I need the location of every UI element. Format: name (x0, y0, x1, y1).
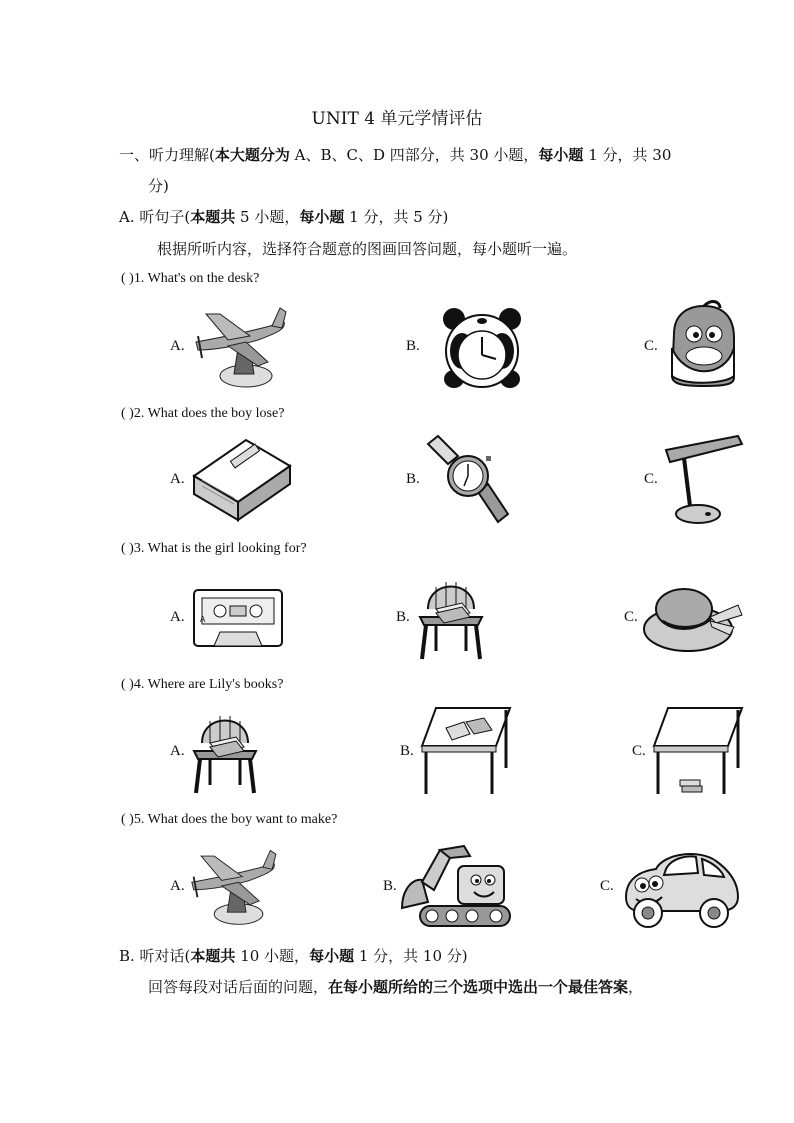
q1-option-c-label: C. (644, 338, 658, 354)
part-b-instruction-rest: ， (628, 978, 644, 996)
q2-option-a-label: A. (170, 471, 185, 487)
question-2: ( )2. What does the boy lose? (121, 406, 285, 421)
cassette-tape-icon[interactable] (192, 588, 284, 648)
part-b-instruction-prefix: 回答每段对话后面的问题， (148, 978, 329, 996)
panda-clock-icon[interactable] (440, 305, 524, 391)
section-heading-bold2: 每小题 (538, 146, 584, 164)
part-b-instruction (148, 976, 643, 997)
section-heading (119, 144, 671, 165)
part-b-rest: 10 小题， (235, 947, 310, 965)
part-a-rest: 5 小题， (235, 208, 300, 226)
question-5: ( )5. What does the boy want to make? (121, 812, 338, 827)
q4-option-b-label: B. (400, 743, 414, 759)
chair-with-books-icon[interactable] (192, 707, 258, 795)
q1-option-b-label: B. (406, 338, 420, 354)
section-heading-rest2: 1 分，共 30 (583, 146, 672, 164)
section-heading-cont: 分) (148, 177, 169, 195)
q4-option-a-label: A. (170, 743, 185, 759)
book-icon[interactable] (190, 436, 294, 522)
chair-with-books-icon[interactable] (418, 573, 484, 661)
part-b-prefix: B. 听对话( (119, 947, 191, 965)
q5-option-c-label: C. (600, 878, 614, 894)
section-heading-prefix: 一、听力理解( (119, 146, 215, 164)
hat-icon[interactable] (642, 583, 744, 655)
excavator-icon[interactable] (400, 842, 512, 930)
books-on-table-icon[interactable] (420, 706, 512, 796)
q3-option-b-label: B. (396, 609, 410, 625)
q4-option-c-label: C. (632, 743, 646, 759)
q5-option-a-label: A. (170, 878, 185, 894)
question-3: ( )3. What is the girl looking for? (121, 541, 307, 556)
watch-icon[interactable] (424, 434, 510, 524)
part-a-prefix: A. 听句子( (119, 208, 191, 226)
part-a-heading (119, 206, 448, 227)
svg-text:A: A (200, 615, 206, 624)
q2-option-c-label: C. (644, 471, 658, 487)
part-a-rest2: 1 分，共 5 分) (344, 208, 449, 226)
part-b-bold: 本题共 (190, 947, 236, 965)
part-b-instruction-bold: 在每小题所给的三个选项中选出一个最佳答案 (328, 978, 629, 996)
section-heading-rest: A、B、C、D 四部分，共 30 小题， (289, 146, 539, 164)
airplane-model-icon[interactable] (184, 843, 280, 929)
section-heading-bold: 本大题分为 (214, 146, 290, 164)
part-a-bold2: 每小题 (299, 208, 345, 226)
q1-option-a-label: A. (170, 338, 185, 354)
q3-option-a-label: A. (170, 609, 185, 625)
desk-lamp-icon[interactable] (664, 436, 744, 526)
part-a-bold: 本题共 (190, 208, 236, 226)
q2-option-b-label: B. (406, 471, 420, 487)
backpack-icon[interactable] (664, 298, 742, 388)
page-title: UNIT 4 单元学情评估 (311, 109, 483, 129)
books-under-table-icon[interactable] (652, 706, 744, 798)
question-4: ( )4. Where are Lily's books? (121, 677, 284, 692)
part-a-instruction: 根据所听内容，选择符合题意的图画回答问题，每小题听一遍。 (157, 240, 578, 258)
toy-car-icon[interactable] (620, 845, 742, 929)
airplane-model-icon[interactable] (188, 300, 290, 392)
q5-option-b-label: B. (383, 878, 397, 894)
part-b-bold2: 每小题 (309, 947, 355, 965)
question-1: ( )1. What's on the desk? (121, 271, 260, 286)
q3-option-c-label: C. (624, 609, 638, 625)
part-b-rest2: 1 分，共 10 分) (354, 947, 468, 965)
part-b-heading (119, 945, 468, 966)
